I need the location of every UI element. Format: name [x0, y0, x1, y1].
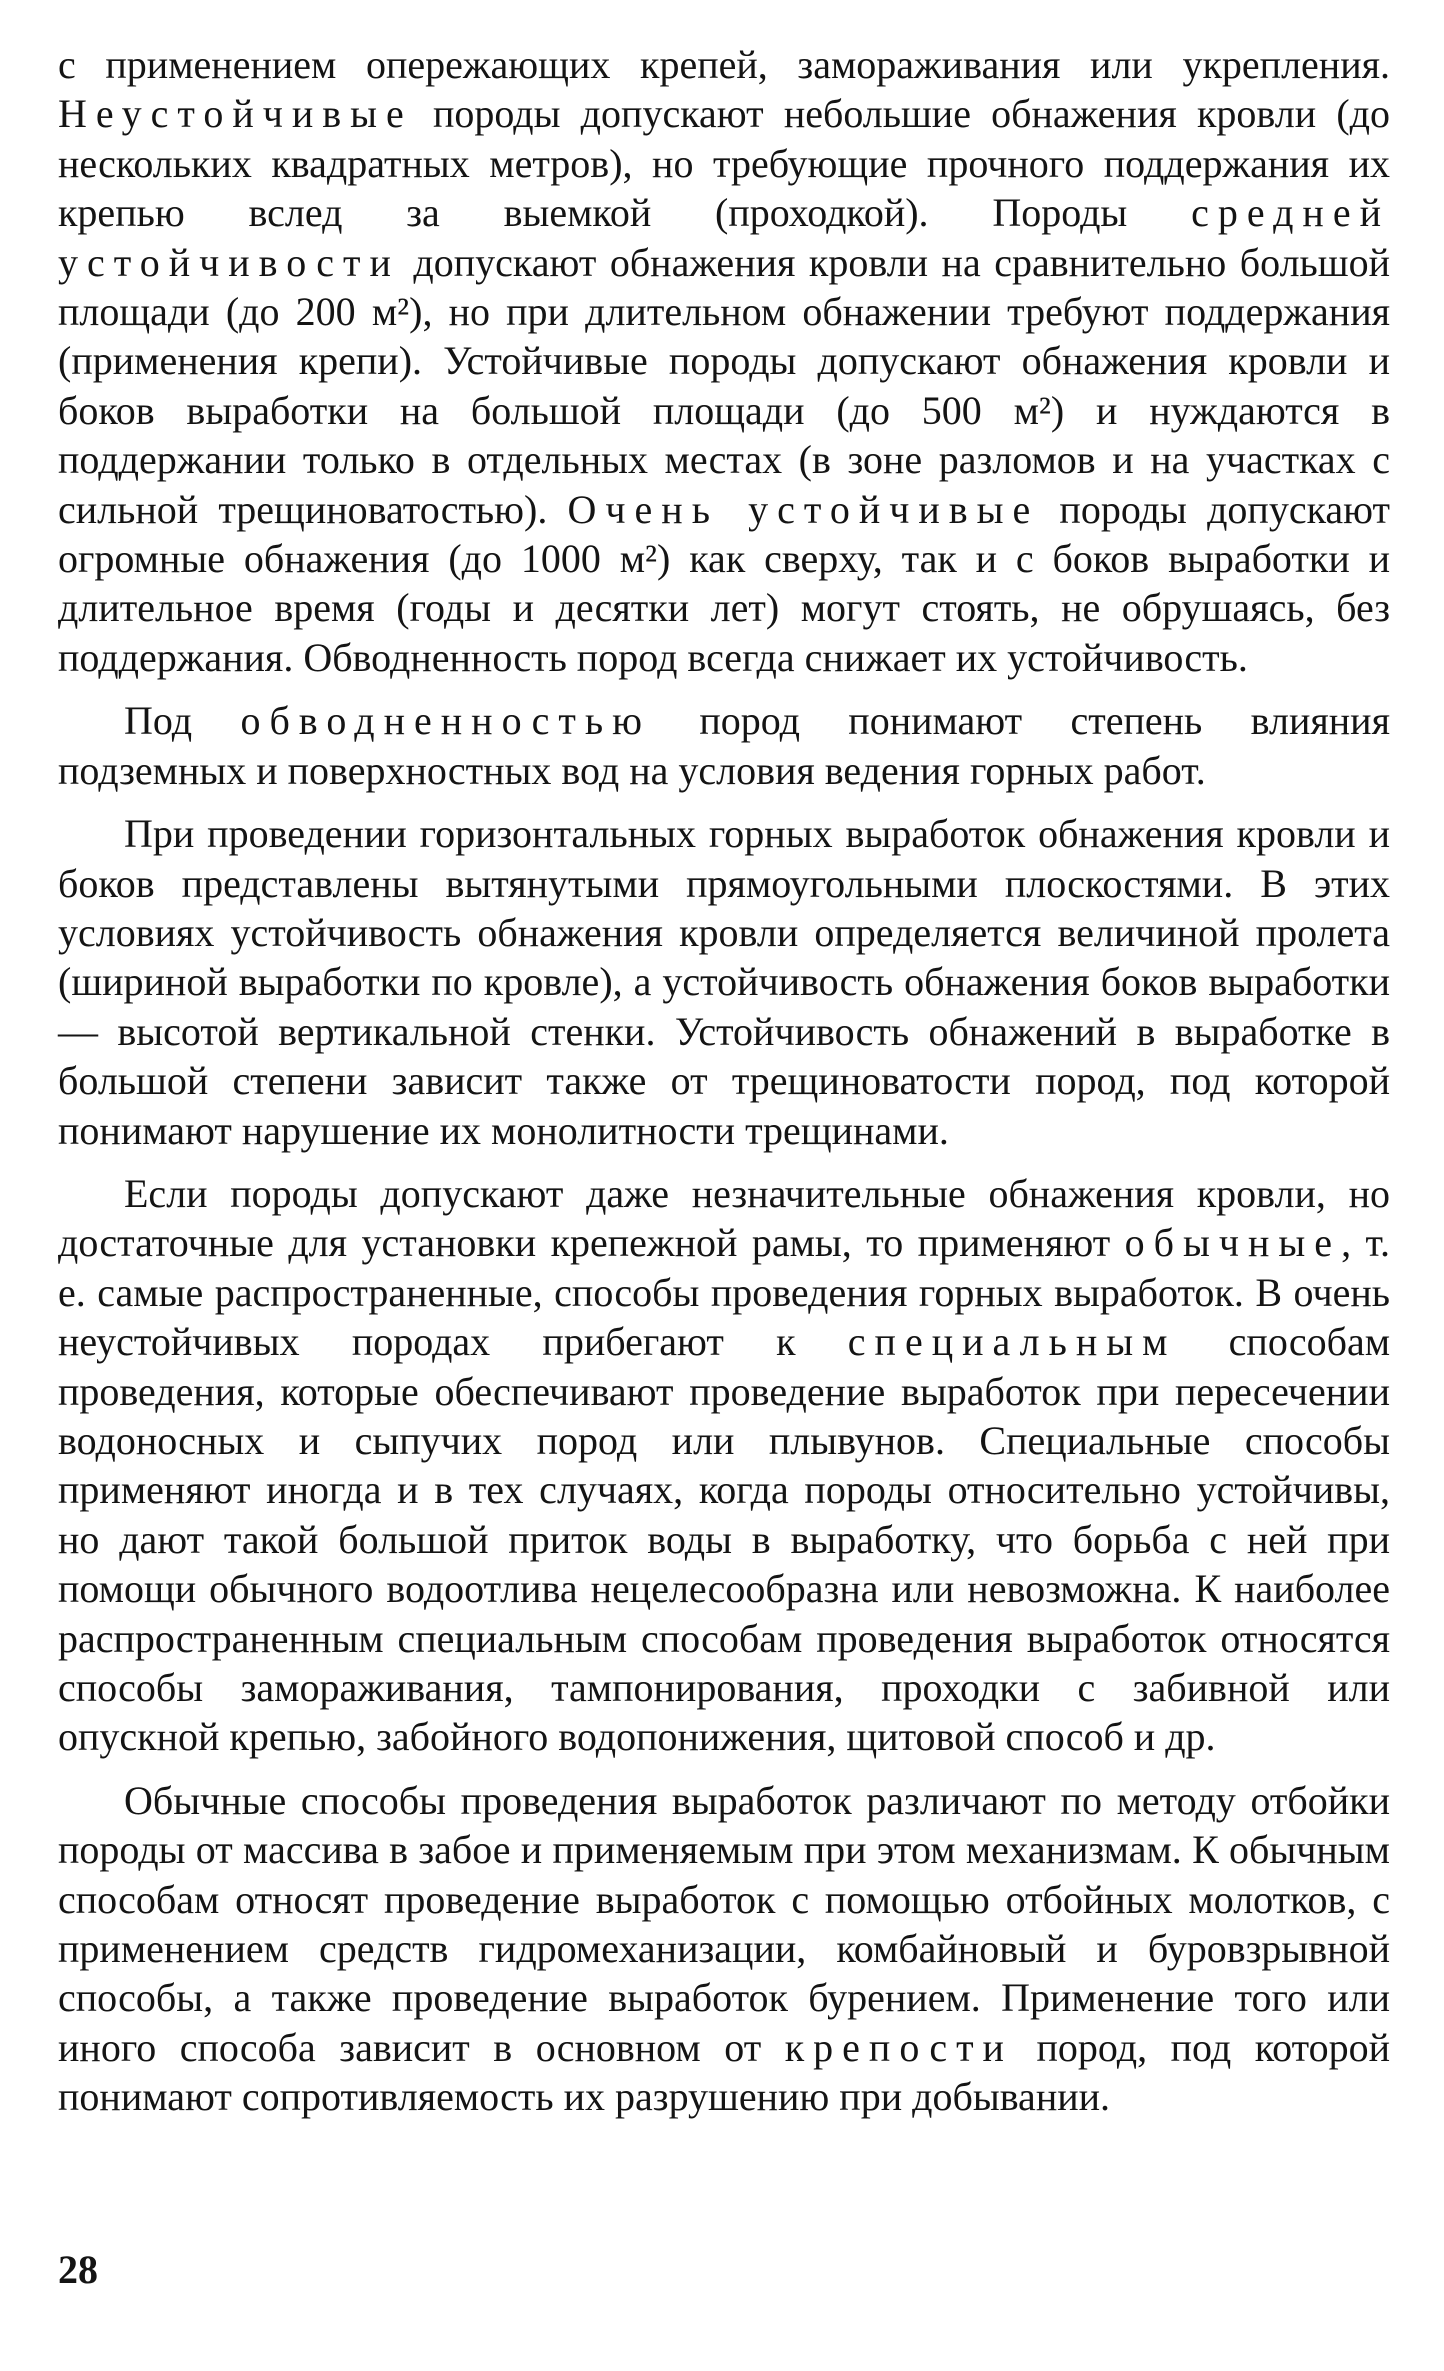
text-run: пород понимают степень влияния подземных и поверхностных вод на условия ведения горных работ.	[58, 698, 1390, 793]
paragraph-ordinary-methods	[58, 1776, 1390, 2122]
emphasized-term-water-content: обводненностью	[240, 698, 651, 744]
emphasized-term-special: специальным	[847, 1319, 1177, 1365]
page-body	[58, 40, 1390, 2122]
text-run: допускают обнажения кровли на сравнительно большой площади (до 200 м²), но при длительном обнажении требуют поддержания (применения крепи). Устойчивые породы допускают обнажения кровли и боков выработки на большой площади (до 500 м²) и нуждаются в поддержании только в отдельных местах (в зоне разломов и на участках с сильной трещиноватостью).	[58, 239, 1390, 532]
text-run: Обычные способы проведения выработок различают по методу отбойки породы от массива в забое и применяемым при этом механизмам. К обычным способам относят проведение выработок с помощью отбойных молотков, с применением средств гидромеханизации, комбайновый и буровзрывной способы, а также проведение выработок бурением. Применение того или иного способа зависит в основном от	[58, 1777, 1390, 2070]
text-run: породы допускают небольшие обнажения кровли (до нескольких квадратных метров), но требующие прочного поддержания их крепью вслед за выемкой (проходкой). Породы	[58, 91, 1390, 236]
paragraph-horizontal-workings	[58, 809, 1390, 1155]
paragraph-water-content	[58, 696, 1390, 795]
text-run: , т. е. самые распространенные, способы проведения горных выработок. В очень неустойчивых породах прибегают к	[58, 1220, 1391, 1365]
text-run: Если породы допускают даже незначительные обнажения кровли, но достаточные для установки крепежной рамы, то применяют	[58, 1170, 1390, 1266]
paragraph-methods	[58, 1169, 1390, 1762]
emphasized-term-ordinary: обычные	[1124, 1220, 1342, 1266]
page-number: 28	[58, 2247, 98, 2292]
emphasized-term-medium-stability: средней устойчивости	[58, 190, 1390, 285]
emphasized-term-very-stable: Очень устойчивые	[567, 486, 1040, 532]
emphasized-term-strength: крепости	[784, 2024, 1013, 2070]
paragraph-stability-classes	[58, 40, 1390, 682]
text-run: способам проведения, которые обеспечивают проведение выработок при пересечении водоносных и сыпучих пород или плывунов. Специальные способы применяют иногда и в тех случаях, когда породы относительно устойчивы, но дают такой большой приток воды в выработку, что борьба с ней при помощи обычного водоотлива нецелесообразна или невозможна. К наиболее распространенным специальным способам проведения выработок относятся способы замораживания, тампонирования, проходки с забивной или опускной крепью, забойного водопонижения, щитовой способ и др.	[58, 1319, 1391, 1760]
text-run: с применением опережающих крепей, замораживания или укрепления.	[58, 42, 1390, 87]
text-run: породы допускают огромные обнажения (до 1000 м²) как сверху, так и с боков выработки и длительное время (годы и десятки лет) могут стоять, не обрушаясь, без поддержания. Обводненность пород всегда снижает их устойчивость.	[58, 486, 1390, 680]
text-run: При проведении горизонтальных горных выработок обнажения кровли и боков представлены вытянутыми прямоугольными плоскостями. В этих условиях устойчивость обнажения кровли определяется величиной пролета (шириной выработки по кровле), а устойчивость обнажения боков выработки — высотой вертикальной стенки. Устойчивость обнажений в выработке в большой степени зависит также от трещиноватости пород, под которой понимают нарушение их монолитности трещинами.	[58, 811, 1390, 1153]
text-run: Под	[124, 698, 241, 744]
text-run: пород, под которой понимают сопротивляемость их разрушению при добывании.	[58, 2024, 1390, 2120]
emphasized-term-unstable: Неустойчивые	[58, 91, 413, 137]
